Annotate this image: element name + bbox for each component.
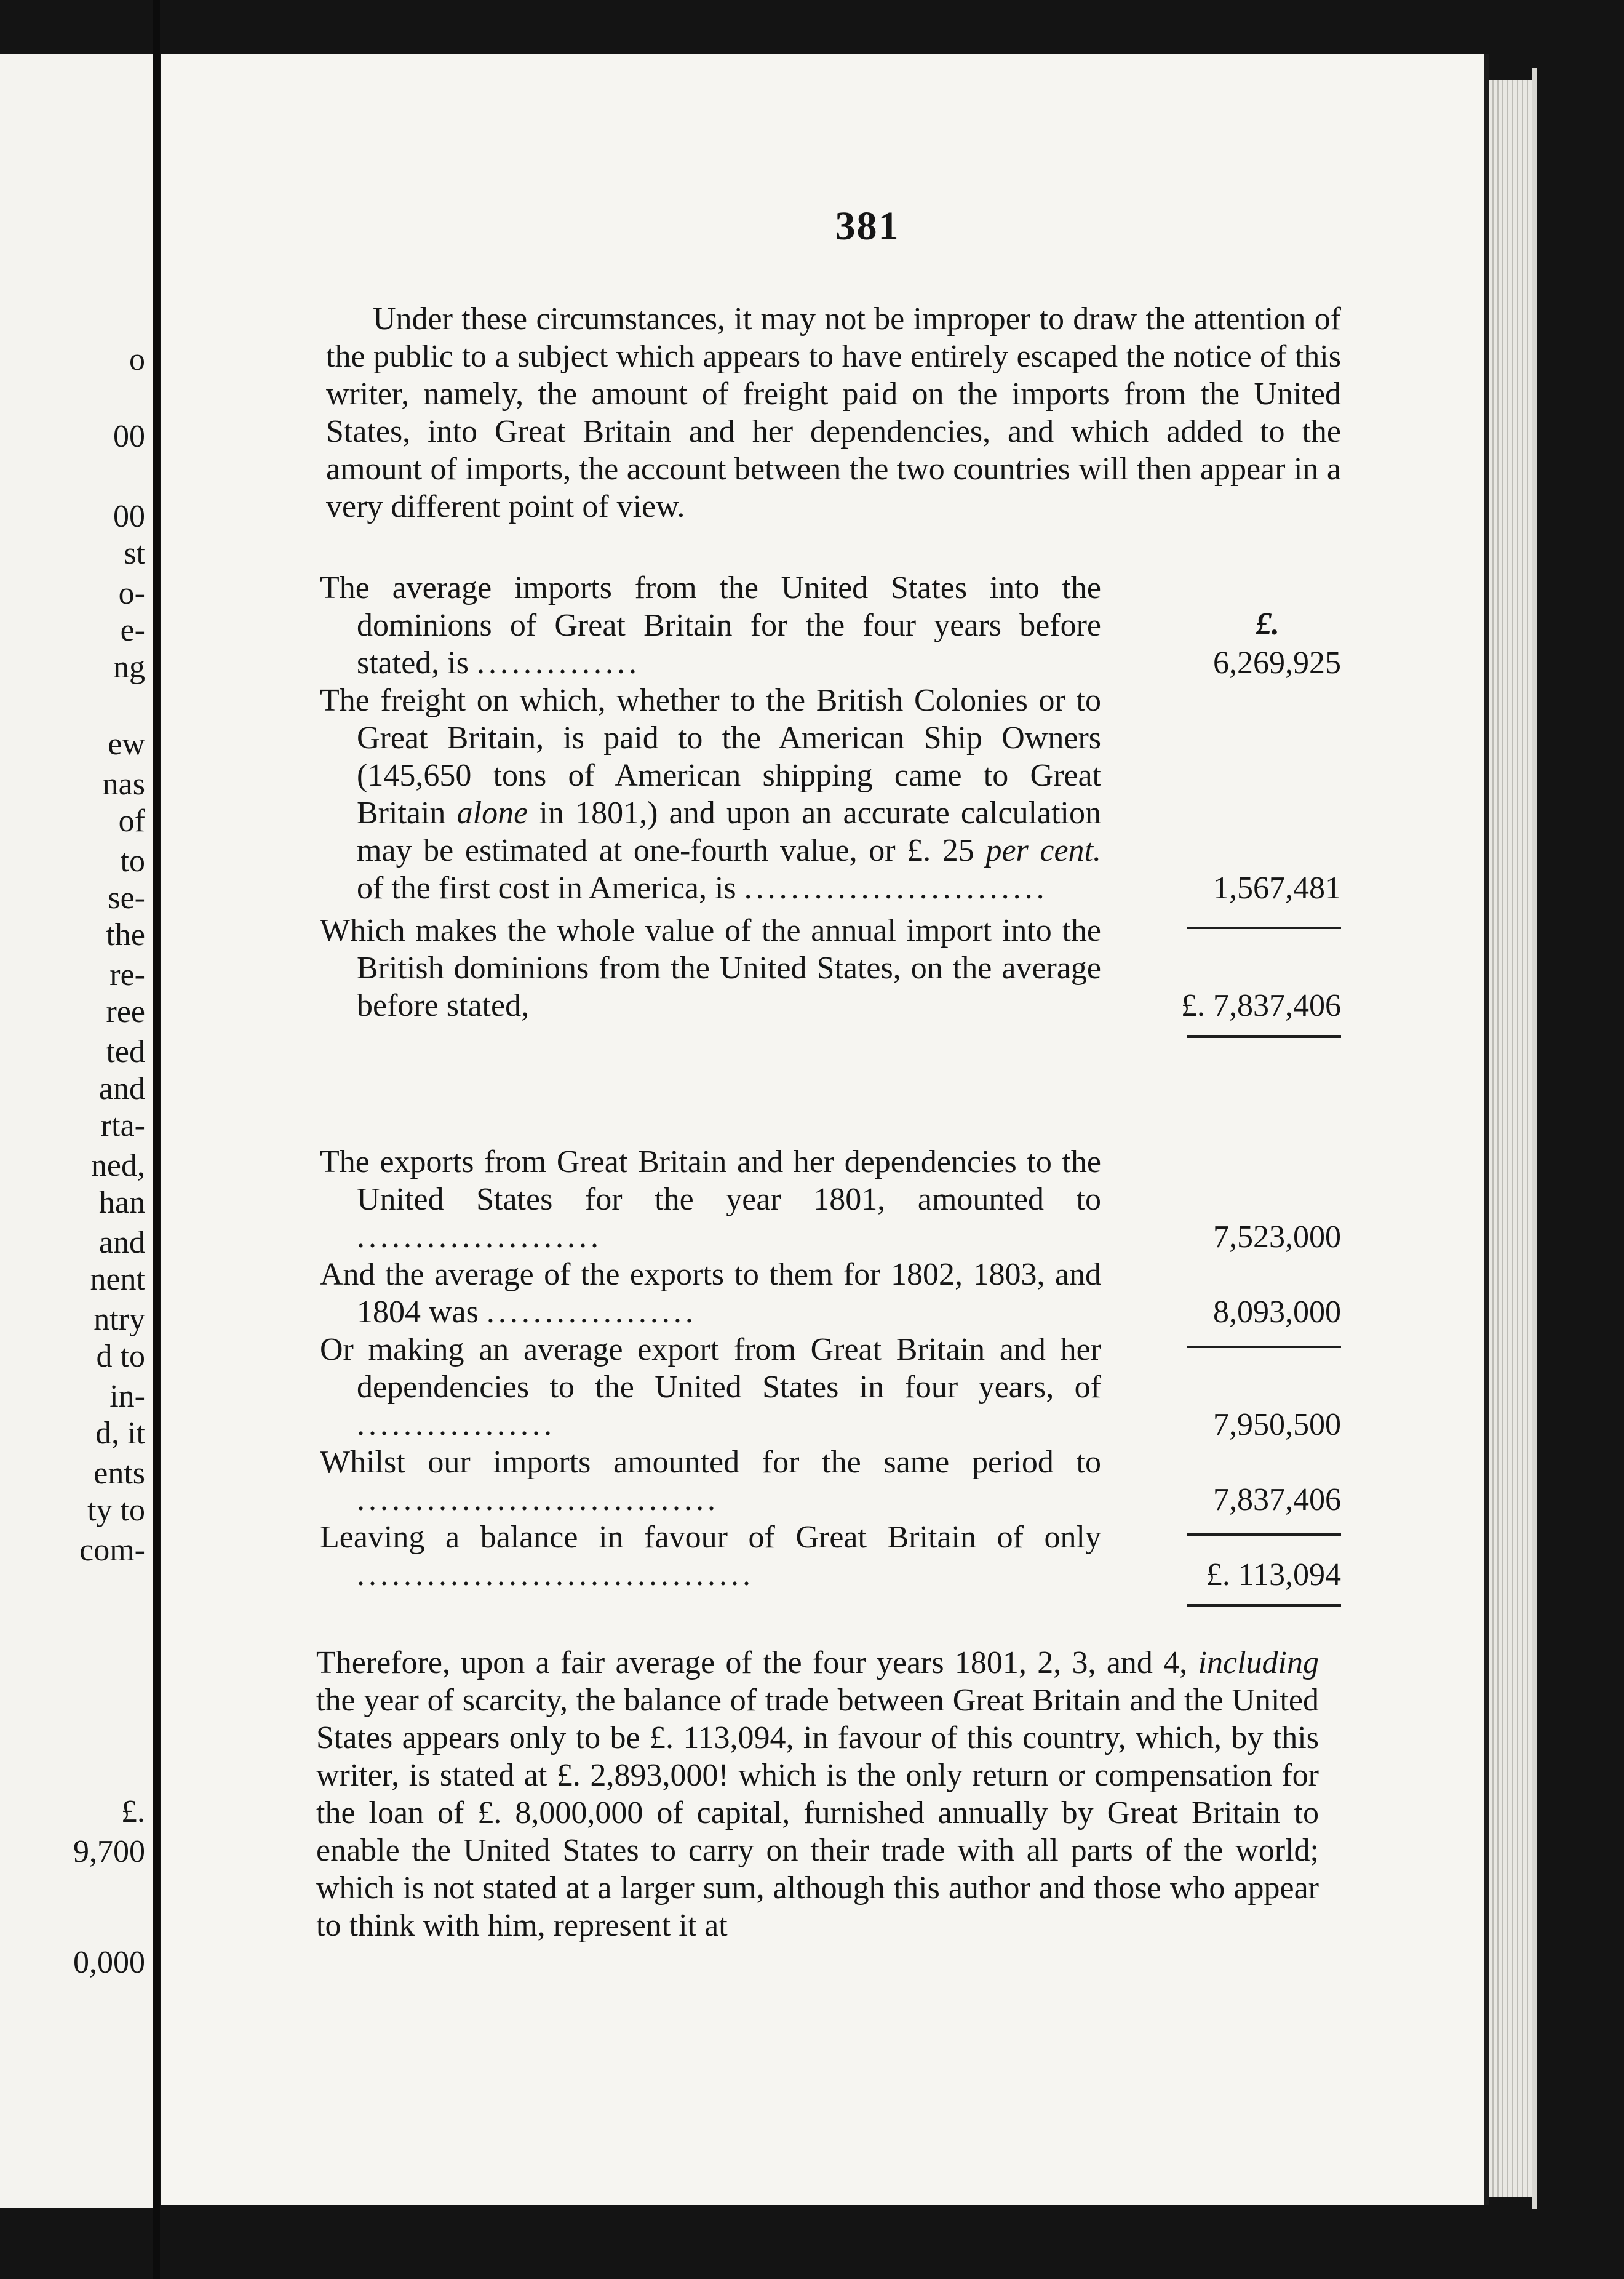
dot-leader: .......................... — [744, 871, 1048, 906]
sum-rule — [1187, 927, 1341, 929]
left-page-line-fragment: 9,700 — [73, 1834, 145, 1869]
ledger-entry-amount: £. 7,837,406 — [1181, 988, 1341, 1023]
left-page-line-fragment: se- — [108, 880, 145, 916]
left-page-line-fragment: ng — [113, 650, 145, 685]
ledger-entry-amount: 8,093,000 — [1213, 1295, 1341, 1330]
exports-ledger — [320, 1143, 1341, 1594]
dot-leader: ............................... — [357, 1482, 719, 1517]
ledger-entry-text: Leaving a balance in favour of Great Britain of only — [320, 1520, 1101, 1555]
left-page-line-fragment: ted — [106, 1034, 145, 1069]
dot-leader: .................................. — [357, 1557, 754, 1592]
dot-leader: .................. — [486, 1295, 697, 1330]
ledger-entry-amount: 6,269,925 — [1213, 645, 1341, 681]
left-page-line-fragment: nent — [90, 1262, 145, 1297]
ledger-entry-exports-average — [320, 1256, 1341, 1331]
previous-page-fragment — [0, 54, 153, 2208]
ledger-entry-freight — [320, 682, 1341, 907]
ledger-entry-exports-1801 — [320, 1143, 1341, 1256]
left-page-line-fragment: d to — [96, 1339, 145, 1374]
left-page-line-fragment: the — [106, 917, 145, 952]
ledger-entry-average-export — [320, 1331, 1341, 1443]
ledger-entry-text: Which makes the whole value of the annual import into the British dominions from the United States, on the average before stated, — [320, 913, 1101, 1023]
ledger-entry-amount: 7,950,500 — [1213, 1407, 1341, 1442]
intro-paragraph-text: Under these circumstances, it may not be improper to draw the attention of the public to a subject which appears to have entirely escaped the notice of this writer, namely, the amount of freight paid on the imports from the United States, into Great Britain and her dependencies, and which added to the amount of imports, the account between the two countries will then appear in a very different point of view. — [326, 301, 1341, 524]
left-page-line-fragment: of — [118, 804, 145, 839]
ledger-entry-amount: 7,837,406 — [1213, 1482, 1341, 1517]
left-page-line-fragment: o — [129, 342, 145, 377]
left-page-line-fragment: e- — [120, 613, 145, 648]
left-page-line-fragment: ty to — [87, 1493, 145, 1528]
closing-paragraph-italic: including — [1198, 1645, 1319, 1680]
ledger-entry-text: Or making an average export from Great Britain and her dependencies to the United States in four years, of — [320, 1332, 1101, 1405]
left-page-line-fragment: d, it — [95, 1416, 145, 1451]
left-page-line-fragment: nas — [102, 767, 145, 802]
sum-rule — [1187, 1533, 1341, 1536]
left-page-line-fragment: st — [124, 536, 145, 571]
ledger-entry-text: in 1801,) and upon an accurate calculation may be estimated at one-fourth value, or £. 25 — [357, 796, 1101, 868]
page-edges — [1489, 80, 1532, 2197]
closing-paragraph-rest: the year of scarcity, the balance of trade between Great Britain and the United States appears only to be £. 113,094, in favour of this country, which, by this writer, is stated at £. 2,893,000! which is the only return or compensation for the loan of £. 8,000,000 of capital, furnished annually by Great Britain to enable the United States to carry on their trade with all parts of the world; which is not stated at a larger sum, although this author and those who appear to think with him, represent it at — [316, 1683, 1319, 1943]
left-page-line-fragment: ew — [108, 727, 145, 762]
left-page-line-fragment: ree — [106, 994, 145, 1029]
ledger-entry-average-imports — [320, 569, 1341, 682]
dot-leader: ..................... — [357, 1219, 602, 1255]
closing-paragraph — [316, 1644, 1319, 1944]
ledger-entry-text: of the first cost in America, is — [357, 871, 736, 906]
left-page-line-fragment: rta- — [100, 1108, 145, 1143]
ledger-entry-balance — [320, 1519, 1341, 1594]
total-rule — [1187, 1604, 1341, 1607]
ledger-entry-text: The exports from Great Britain and her dependencies to the United States for the year 1801, amounted to — [320, 1144, 1101, 1217]
page-edge-shadow — [1532, 68, 1537, 2209]
ledger-entry-text: The average imports from the United States into the dominions of Great Britain for the four years before stated, is — [320, 570, 1101, 681]
ledger-entry-our-imports — [320, 1443, 1341, 1519]
left-page-line-fragment: ntry — [94, 1302, 145, 1337]
left-page-line-fragment: ents — [94, 1456, 145, 1491]
left-page-line-fragment: £. — [121, 1794, 145, 1829]
left-page-line-fragment: o- — [118, 576, 145, 611]
ledger-entry-text: Whilst our imports amounted for the same period to — [320, 1445, 1101, 1480]
dot-leader: .............. — [476, 645, 640, 681]
imports-ledger — [320, 569, 1341, 1024]
left-page-line-fragment: in- — [109, 1379, 145, 1414]
ledger-entry-text: The freight on which, whether to the British Colonies or to Great Britain, is paid to the American Ship Owners (145,650 tons of American shipping came to Great Britain — [320, 683, 1101, 831]
intro-paragraph — [326, 300, 1341, 525]
left-page-line-fragment: 00 — [113, 419, 145, 454]
ledger-entry-amount: 7,523,000 — [1213, 1219, 1341, 1255]
closing-paragraph-lead: Therefore, upon a fair average of the four years 1801, 2, 3, and 4, — [316, 1645, 1198, 1680]
currency-heading: £. — [1256, 607, 1280, 642]
ledger-entry-italic: per cent. — [985, 833, 1101, 868]
ledger-entry-text: And the average of the exports to them for 1802, 1803, and 1804 was — [320, 1257, 1101, 1330]
left-page-line-fragment: re- — [109, 957, 145, 992]
ledger-entry-amount: £. 113,094 — [1206, 1557, 1341, 1592]
left-page-line-fragment: com- — [79, 1533, 145, 1568]
left-page-line-fragment: han — [98, 1185, 145, 1220]
total-rule — [1187, 1035, 1341, 1038]
ledger-entry-amount: 1,567,481 — [1213, 871, 1341, 906]
left-page-line-fragment: ned, — [90, 1148, 145, 1183]
left-page-line-fragment: 0,000 — [73, 1945, 145, 1980]
ledger-entry-italic: alone — [456, 796, 528, 831]
dot-leader: ................. — [357, 1407, 555, 1442]
ledger-entry-total-imports — [320, 912, 1341, 1024]
book-gutter — [153, 0, 160, 2279]
left-page-line-fragment: and — [98, 1071, 145, 1106]
page-number: 381 — [835, 204, 900, 249]
left-page-line-fragment: and — [98, 1225, 145, 1260]
sum-rule — [1187, 1346, 1341, 1348]
left-page-line-fragment: 00 — [113, 499, 145, 534]
left-page-line-fragment: to — [120, 844, 145, 879]
